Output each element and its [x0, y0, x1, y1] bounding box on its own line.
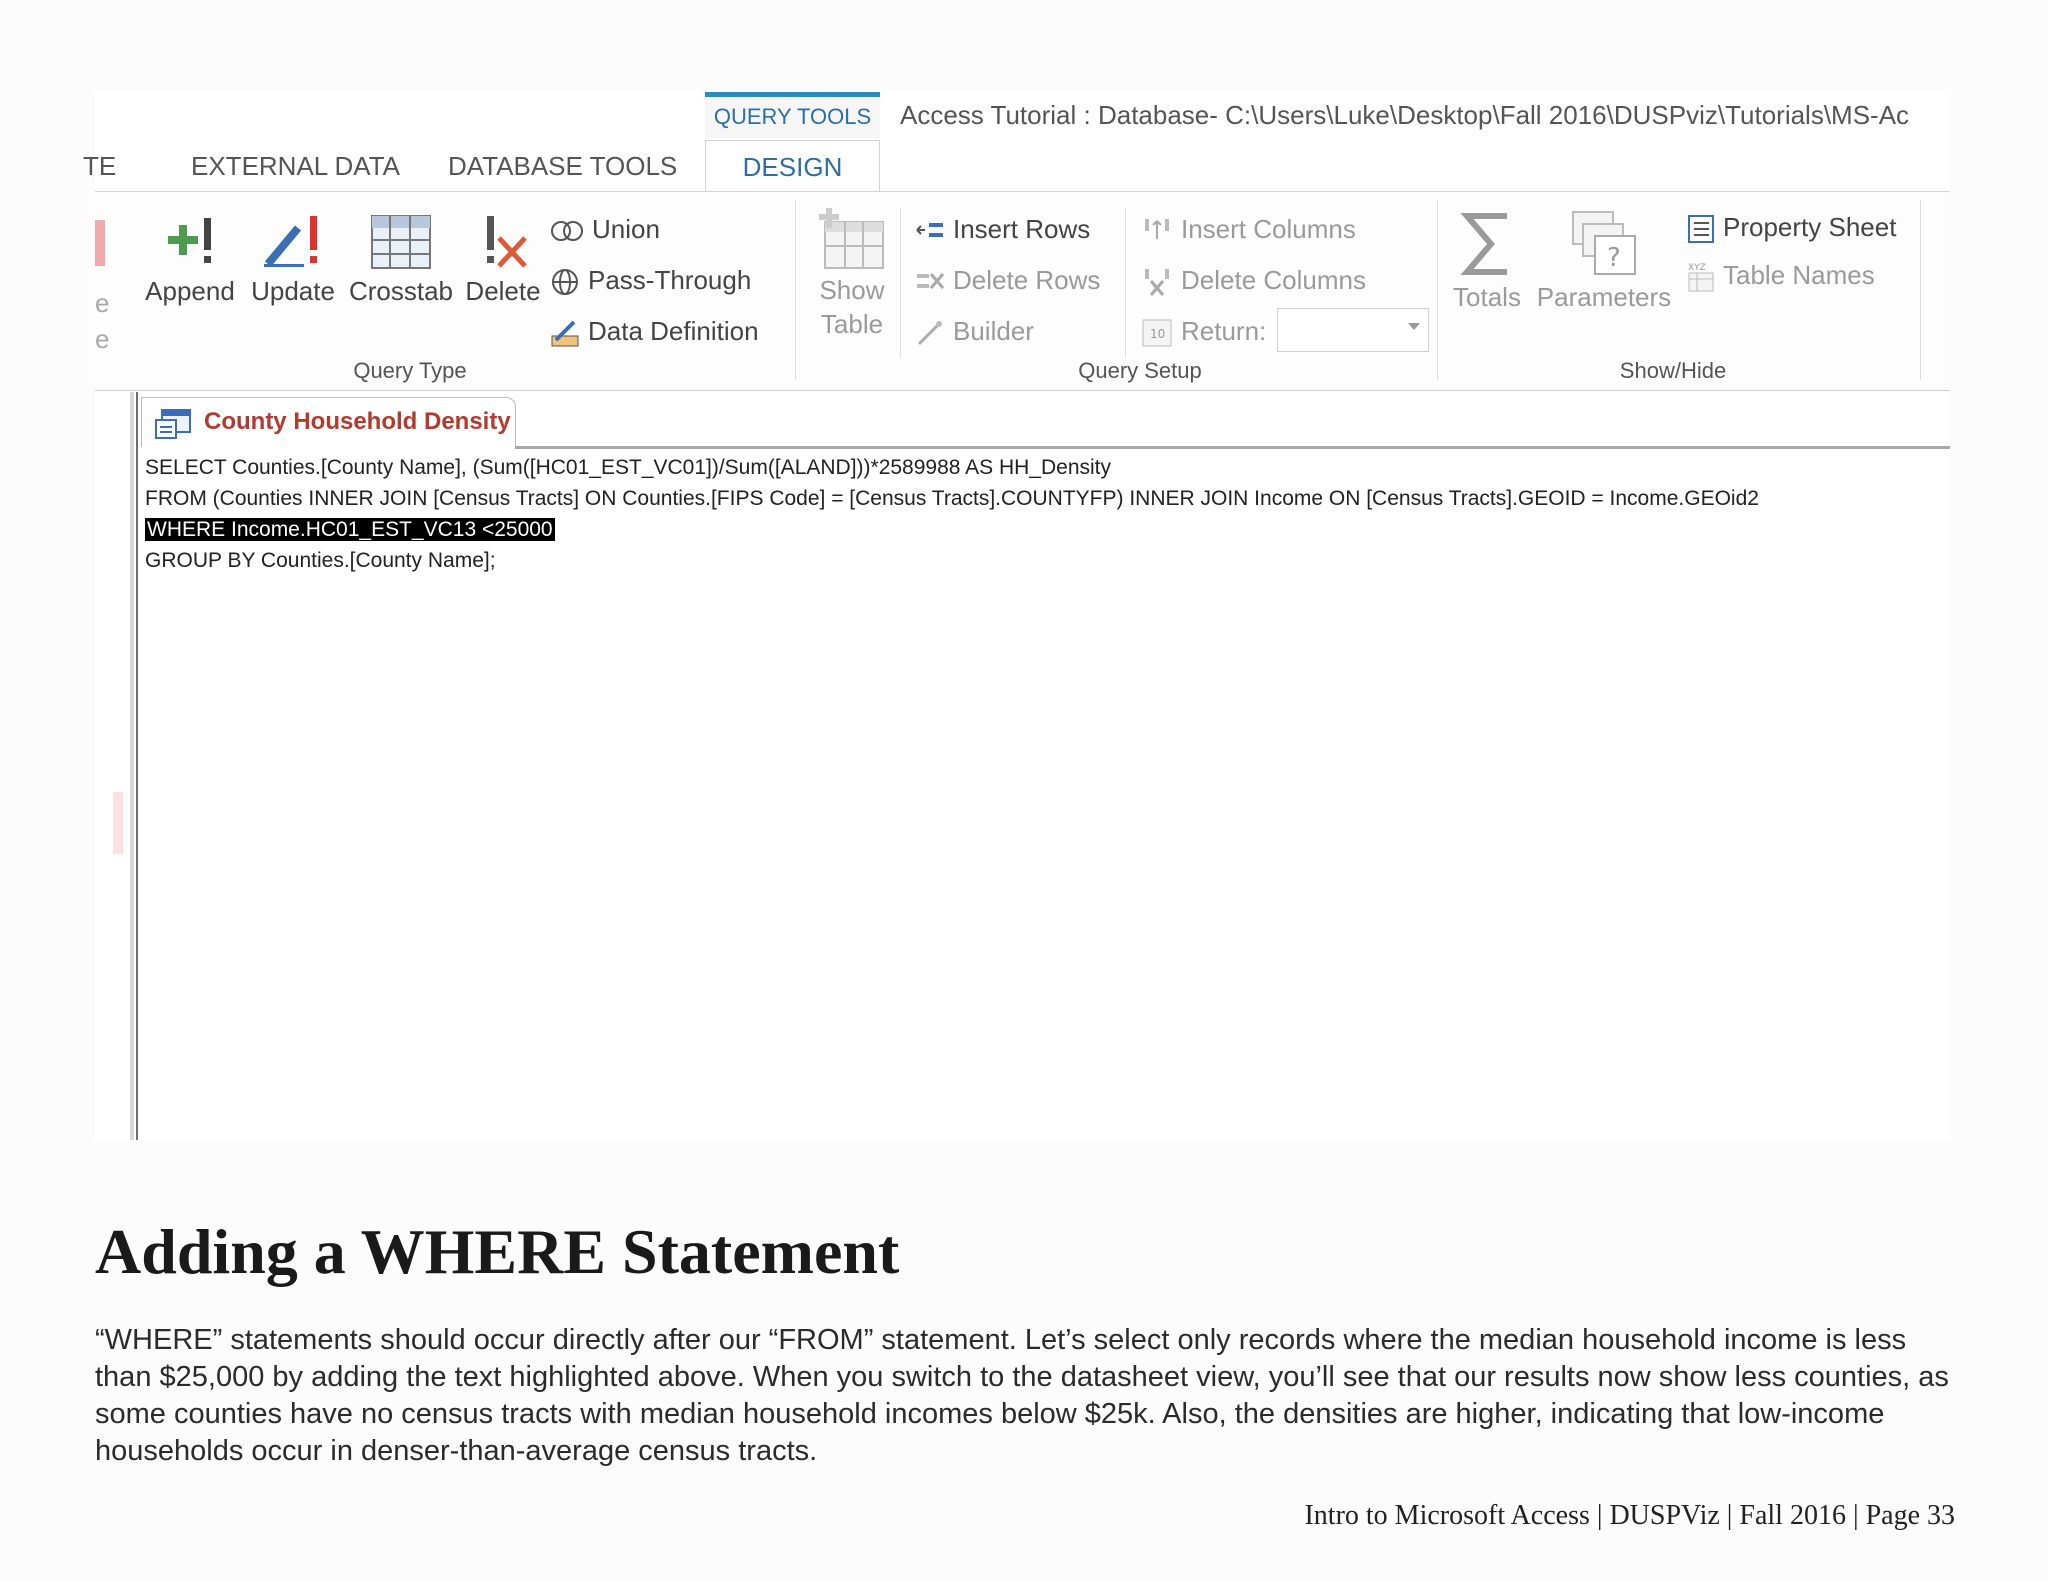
append-icon — [160, 212, 220, 272]
separator — [1437, 200, 1438, 380]
nav-pane-marker — [113, 792, 123, 854]
query-type-group-label: Query Type — [353, 358, 467, 383]
window-title: Access Tutorial : Database- C:\Users\Luke\Desktop\Fall 2016\DUSPviz\Tutorials\MS-Ac — [900, 100, 1910, 130]
pass-through-button[interactable] — [550, 265, 751, 297]
sigma-icon — [1457, 208, 1517, 278]
delete-query-icon — [473, 212, 533, 272]
append-label: Append — [145, 276, 235, 306]
sql-line-group-by: GROUP BY Counties.[County Name]; — [145, 549, 496, 572]
update-label: Update — [251, 276, 335, 306]
show-table-label-1: Show — [819, 275, 885, 305]
data-definition-icon — [550, 318, 580, 348]
delete-columns-button[interactable] — [1141, 265, 1366, 297]
union-button[interactable] — [550, 214, 660, 245]
insert-columns-label: Insert Columns — [1181, 214, 1356, 244]
data-definition-label: Data Definition — [588, 316, 759, 346]
table-names-label: Table Names — [1723, 260, 1875, 290]
svg-text:XYZ: XYZ — [1688, 263, 1706, 274]
totals-label: Totals — [1453, 282, 1521, 312]
sql-editor[interactable] — [145, 452, 1920, 576]
parameters-icon — [1569, 208, 1639, 278]
delete-label: Delete — [465, 276, 541, 306]
data-definition-button[interactable] — [550, 316, 759, 348]
show-table-icon — [817, 208, 887, 272]
pass-through-label: Pass-Through — [588, 265, 752, 295]
sql-line-select: SELECT Counties.[County Name], (Sum([HC01_EST_VC01])/Sum([ALAND]))*2589988 AS HH_Density — [145, 456, 1112, 479]
separator — [1125, 208, 1126, 358]
insert-rows-label: Insert Rows — [953, 214, 1091, 244]
sql-line-where-highlighted: WHERE Income.HC01_EST_VC13 <25000 — [147, 518, 553, 541]
ribbon-bottom-border — [95, 390, 1950, 391]
table-names-button[interactable] — [1687, 260, 1875, 293]
union-icon — [550, 220, 584, 242]
document-tab-label: County Household Density — [204, 408, 511, 435]
crosstab-label: Crosstab — [348, 276, 454, 306]
delete-rows-label: Delete Rows — [953, 265, 1101, 295]
query-object-icon — [154, 408, 192, 440]
insert-columns-icon — [1141, 217, 1173, 245]
property-sheet-button[interactable] — [1687, 212, 1896, 244]
body-paragraph: “WHERE” statements should occur directly after our “FROM” statement. Let’s select only records where the median household income is less than $25,000 by adding the text highlighted above. When you switch to the datasheet view, you’ll see that our results now show less counties, as some counties have no census tracts with median household incomes below $25k. Also, the densities are higher, indicating that low-income households occur in denser-than-average census tracts. — [95, 1324, 1949, 1467]
builder-button[interactable] — [915, 316, 1034, 348]
crosstab-button[interactable] — [345, 212, 457, 307]
query-tools-context-tab[interactable]: QUERY TOOLS — [705, 92, 880, 138]
builder-wand-icon — [915, 318, 945, 348]
union-label: Union — [592, 214, 660, 244]
page-footer: Intro to Microsoft Access | DUSPViz | Fall 2016 | Page 33 — [1304, 1500, 1955, 1531]
append-button[interactable] — [140, 212, 240, 307]
update-icon — [258, 212, 328, 272]
totals-button[interactable] — [1447, 208, 1527, 313]
separator — [795, 200, 796, 380]
navigation-pane-border — [136, 392, 138, 1140]
svg-text:?: ? — [1607, 243, 1621, 273]
insert-rows-icon — [915, 217, 945, 245]
section-heading: Adding a WHERE Statement — [95, 1216, 900, 1287]
make-table-icon — [95, 220, 105, 266]
return-icon — [1141, 318, 1173, 348]
return-control — [1141, 316, 1266, 348]
insert-columns-button[interactable] — [1141, 214, 1356, 245]
sql-line-where-container — [145, 514, 1920, 545]
sql-view-area — [95, 392, 1950, 1140]
ribbon-tabs — [83, 140, 1950, 192]
crosstab-icon — [370, 212, 432, 272]
show-table-button[interactable] — [807, 208, 897, 342]
query-setup-group-label: Query Setup — [1078, 358, 1202, 383]
delete-rows-icon — [915, 268, 945, 296]
property-sheet-label: Property Sheet — [1723, 212, 1897, 242]
document-tab-county-household-density[interactable] — [141, 397, 516, 447]
delete-button[interactable] — [457, 212, 549, 307]
show-table-label-2: Table — [820, 309, 884, 339]
delete-rows-button[interactable] — [915, 265, 1100, 296]
property-sheet-icon — [1687, 214, 1715, 244]
update-button[interactable] — [243, 212, 343, 307]
delete-columns-label: Delete Columns — [1181, 265, 1366, 295]
delete-columns-icon — [1141, 267, 1173, 297]
separator — [900, 208, 901, 358]
tab-design[interactable]: DESIGN — [705, 140, 880, 192]
make-table-partial-label-2: e — [95, 324, 110, 354]
document-tab-underline — [515, 446, 1950, 449]
chevron-down-icon — [1408, 323, 1420, 330]
tab-database-tools[interactable]: DATABASE TOOLS — [448, 151, 678, 181]
sql-line-from: FROM (Counties INNER JOIN [Census Tracts] ON Counties.[FIPS Code] = [Census Tracts].COUNTYFP) INNER JOIN Income ON [Census Tracts].GEOID = Income.GEOid2 — [145, 487, 1759, 510]
navigation-pane-edge — [130, 392, 134, 1140]
return-label: Return: — [1181, 316, 1267, 346]
return-dropdown[interactable] — [1277, 308, 1429, 352]
builder-label: Builder — [953, 316, 1034, 346]
tab-create[interactable]: TE — [83, 151, 117, 181]
separator — [1920, 200, 1921, 380]
insert-rows-button[interactable] — [915, 214, 1090, 245]
svg-text:10: 10 — [1150, 327, 1166, 342]
show-hide-group-label: Show/Hide — [1619, 358, 1727, 383]
access-screenshot — [83, 90, 1950, 1140]
globe-icon — [550, 267, 580, 297]
parameters-label: Parameters — [1536, 282, 1672, 312]
tab-external-data[interactable]: EXTERNAL DATA — [191, 151, 401, 181]
table-names-icon — [1687, 261, 1715, 293]
parameters-button[interactable] — [1533, 208, 1675, 313]
make-table-partial-label[interactable]: e — [95, 288, 110, 318]
